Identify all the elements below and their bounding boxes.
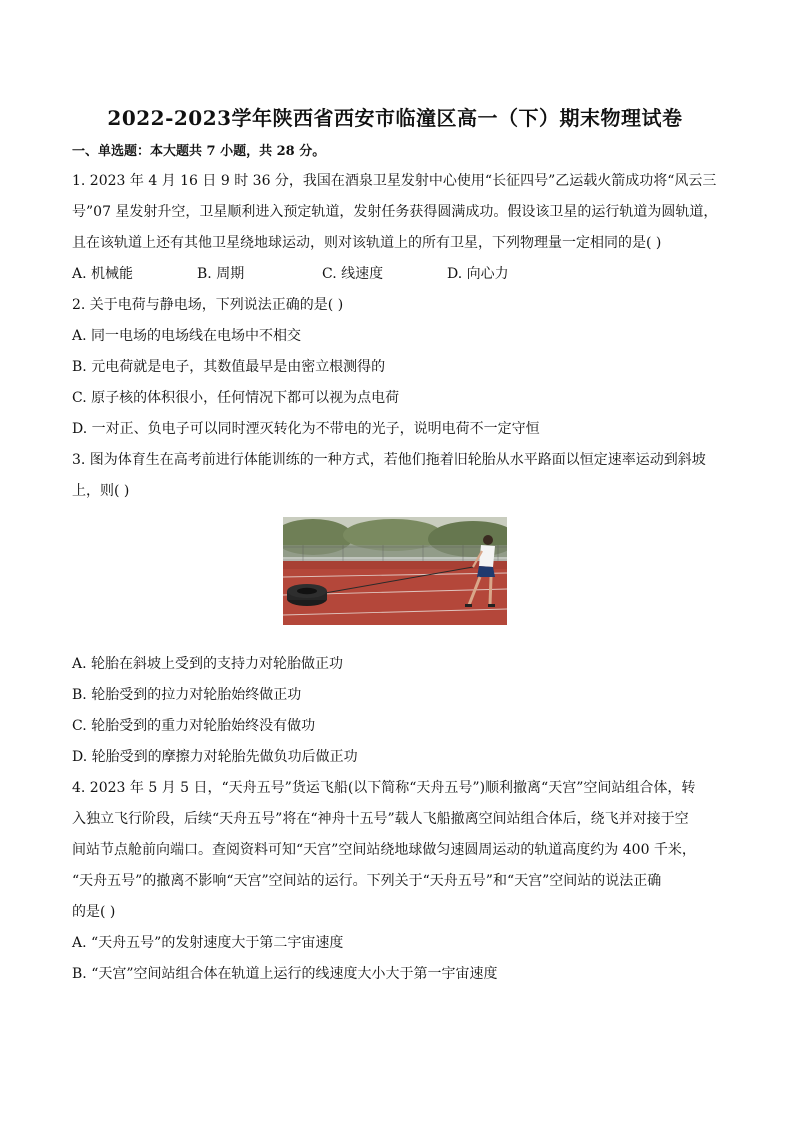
question-line: 的是( ): [72, 904, 116, 920]
section-heading: 一、单选题：本大题共 7 小题，共 28 分。: [72, 144, 326, 159]
question-1: [72, 166, 718, 290]
question-line: 间站节点舱前向端口。查阅资料可知“天宫”空间站绕地球做匀速圆周运动的轨道高度约为 400 千米，: [72, 842, 696, 858]
option-c: C. 原子核的体积很小，任何情况下都可以视为点电荷: [72, 390, 400, 406]
question-4: [72, 773, 718, 990]
option-a: A. 轮胎在斜坡上受到的支持力对轮胎做正功: [72, 656, 344, 672]
option-c: C. 轮胎受到的重力对轮胎始终没有做功: [72, 718, 316, 734]
option-a: A. 机械能: [72, 266, 134, 282]
figure-container: [72, 517, 718, 625]
question-line: 号”07 星发射升空，卫星顺利进入预定轨道，发射任务获得圆满成功。假设该卫星的运行轨道为圆轨道，: [72, 204, 718, 220]
option-b: B. 轮胎受到的拉力对轮胎始终做正功: [72, 687, 302, 703]
question-2: [72, 290, 718, 445]
options-row: [72, 259, 718, 290]
option-a: A. 同一电场的电场线在电场中不相交: [72, 328, 302, 344]
option-a: A. “天舟五号”的发射速度大于第二宇宙速度: [72, 935, 344, 951]
tire-drag-photo: [283, 517, 507, 625]
option-d: D. 轮胎受到的摩擦力对轮胎先做负功后做正功: [72, 749, 358, 765]
option-d: D. 向心力: [447, 266, 509, 282]
question-line: 3. 图为体育生在高考前进行体能训练的一种方式，若他们拖着旧轮胎从水平路面以恒定速率运动到斜坡: [72, 452, 706, 468]
option-d: D. 一对正、负电子可以同时湮灭转化为不带电的光子，说明电荷不一定守恒: [72, 421, 540, 437]
question-line: “天舟五号”的撤离不影响“天宫”空间站的运行。下列关于“天舟五号”和“天宫”空间站的说法正确: [72, 873, 662, 889]
question-3: [72, 445, 718, 773]
question-line: 1. 2023 年 4 月 16 日 9 时 36 分，我国在酒泉卫星发射中心使用“长征四号”乙运载火箭成功将“风云三: [72, 173, 717, 189]
question-line: 且在该轨道上还有其他卫星绕地球运动，则对该轨道上的所有卫星，下列物理量一定相同的是( ): [72, 235, 662, 251]
question-line: 4. 2023 年 5 月 5 日，“天舟五号”货运飞船(以下简称“天舟五号”)顺利撤离“天宫”空间站组合体，转: [72, 780, 696, 796]
question-line: 2. 关于电荷与静电场，下列说法正确的是( ): [72, 297, 344, 313]
option-b: B. “天宫”空间站组合体在轨道上运行的线速度大小大于第一宇宙速度: [72, 966, 498, 982]
exam-title: 2022-2023学年陕西省西安市临潼区高一（下）期末物理试卷: [107, 106, 683, 130]
option-b: B. 周期: [197, 266, 245, 282]
option-c: C. 线速度: [322, 266, 384, 282]
question-line: 入独立飞行阶段，后续“天舟五号”将在“神舟十五号”载人飞船撤离空间站组合体后，绕飞并对接于空: [72, 811, 689, 827]
question-line: 上，则( ): [72, 483, 130, 499]
option-b: B. 元电荷就是电子，其数值最早是由密立根测得的: [72, 359, 386, 375]
